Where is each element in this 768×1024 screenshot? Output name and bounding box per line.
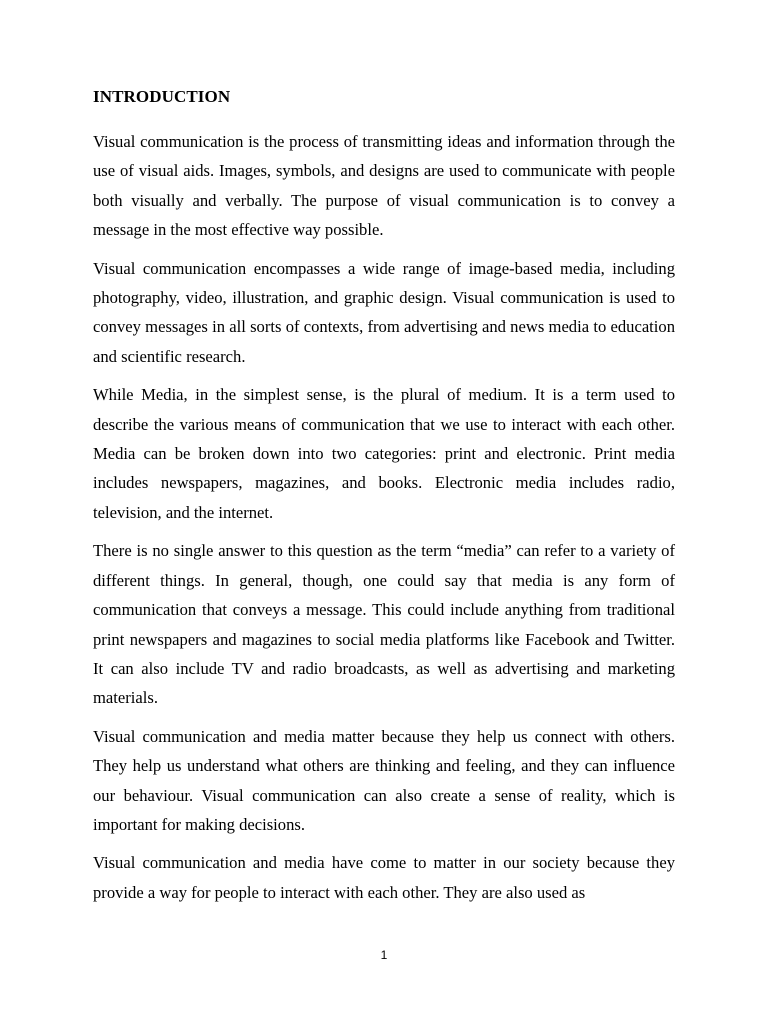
paragraph-3: While Media, in the simplest sense, is the plural of medium. It is a term used to describe the various means of communication that we use to interact with each other. Media can be broken down into two categories: print and electronic. Print media includes newspapers, magazines, and books. Electronic media includes radio, television, and the internet. [93,385,675,522]
paragraph-5: Visual communication and media matter because they help us connect with others. They help us understand what others are thinking and feeling, and they can influence our behaviour. Visual communication can also create a sense of reality, which is important for making decisions. [93,726,675,834]
paragraph-4: There is no single answer to this question as the term “media” can refer to a variety of different things. In general, though, one could say that media is any form of communication that conveys a message. This could include anything from traditional print newspapers and magazines to social media platforms like Facebook and Twitter. It can also include TV and radio broadcasts, as well as advertising and marketing materials. [93,541,675,708]
section-heading: INTRODUCTION [93,87,231,106]
document-body [93,86,675,916]
paragraph-6: Visual communication and media have come to matter in our society because they provide a way for people to interact with each other. They are also used as [93,853,675,902]
paragraph-2: Visual communication encompasses a wide range of image-based media, including photography, video, illustration, and graphic design. Visual communication is used to convey messages in all sorts of contexts, from advertising and news media to education and scientific research. [93,258,675,366]
page-number: 1 [380,948,388,962]
paragraph-1: Visual communication is the process of transmitting ideas and information through the use of visual aids. Images, symbols, and designs are used to communicate with people both visually and verbally. The purpose of visual communication is to convey a message in the most effective way possible. [93,132,675,240]
